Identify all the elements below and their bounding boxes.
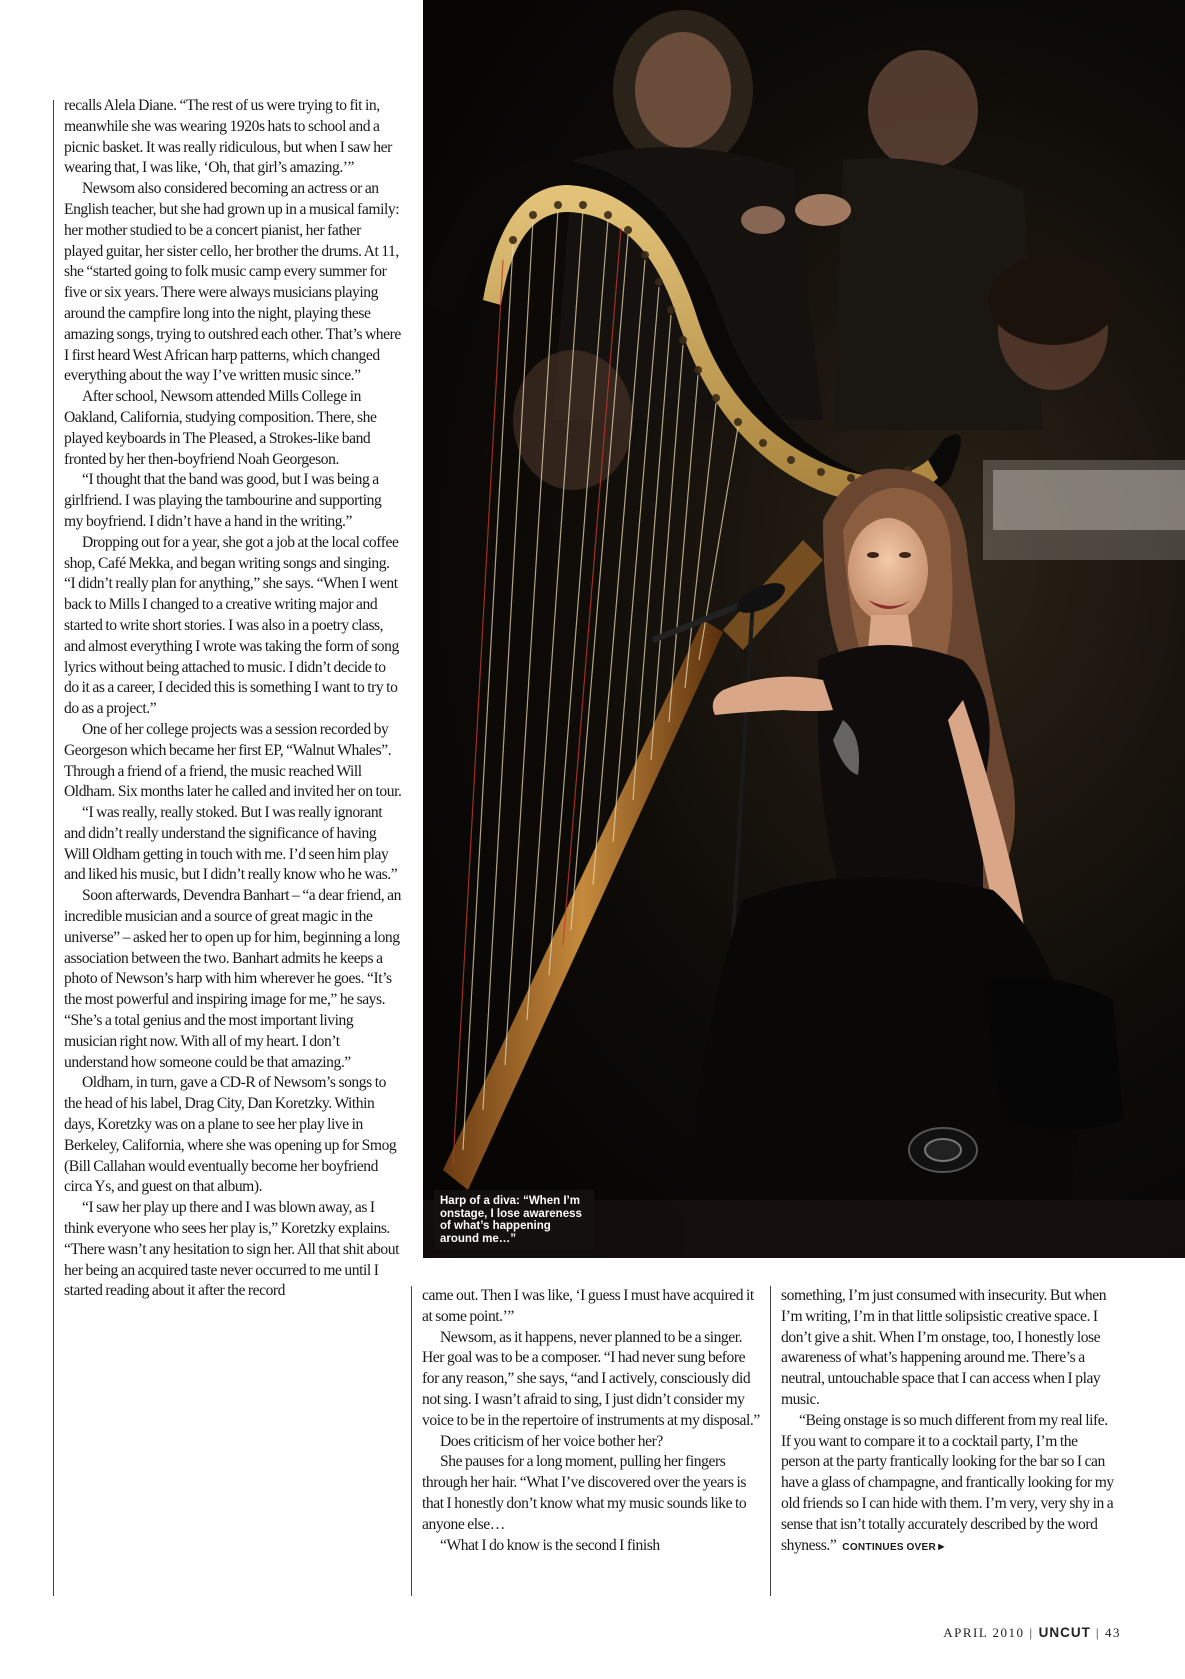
- column-rule-middle: [411, 1286, 412, 1596]
- footer-separator: |: [1029, 1625, 1034, 1640]
- paragraph: Dropping out for a year, she got a job at the local coffee shop, Café Mekka, and began writing songs and singing. “I didn’t really plan for anything,” she says. “When I went back to Mills I changed to a creative writing major and started to write short stories. I was also in a poetry class, and almost everything I wrote was taking the form of song lyrics without being attached to music. I didn’t decide to do it as a career, I decided this is something I want to try to do as a project.”: [64, 533, 399, 718]
- paragraph: “Being onstage is so much different from my real life. If you want to compare it to a cocktail party, I’m the person at the party frantically looking for the bar so I can have a glass of champagne, and frantically looking for my old friends so I can hide with them. I’m very, very shy in a sense that isn’t totally accurately described by the word shyness.” CONTINUES OVER►: [781, 1411, 1114, 1554]
- paragraph: came out. Then I was like, ‘I guess I must have acquired it at some point.’”: [422, 1287, 754, 1325]
- photo-caption: Harp of a diva: “When I’m onstage, I lose awareness of what’s happening around me…”: [434, 1190, 594, 1250]
- column-rule-right: [770, 1286, 771, 1596]
- harp-performance-illustration: [423, 0, 1185, 1258]
- paragraph: recalls Alela Diane. “The rest of us were trying to fit in, meanwhile she was wearing 1920s hats to school and a picnic basket. It was really ridiculous, but when I saw her wearing that, I was like, ‘Oh, that girl’s amazing.’”: [64, 97, 392, 177]
- page-number: 43: [1105, 1625, 1121, 1640]
- footer-separator-2: |: [1095, 1625, 1100, 1640]
- paragraph: Does criticism of her voice bother her?: [440, 1432, 663, 1450]
- paragraph: “What I do know is the second I finish: [440, 1536, 660, 1554]
- article-column-right: [781, 1286, 1119, 1558]
- paragraph: Soon afterwards, Devendra Banhart – “a dear friend, an incredible musician and a source of great magic in the universe” – asked her to open up for him, beginning a long association between the two. Banhart admits he keeps a photo of Newson’s harp with him wherever he goes. “It’s the most powerful and inspiring image for me,” he says. “She’s a total genius and the most important living musician right now. With all of my heart. I don’t understand how someone could be that amazing.”: [64, 887, 401, 1071]
- magazine-brand: UNCUT: [1038, 1625, 1091, 1640]
- issue-date: APRIL 2010: [943, 1625, 1025, 1640]
- article-column-middle: [422, 1286, 760, 1556]
- article-column-left: [64, 96, 402, 1302]
- paragraph: “I thought that the band was good, but I was being a girlfriend. I was playing the tambourine and supporting my boyfriend. I didn’t have a hand in the writing.”: [64, 471, 382, 530]
- continues-over-label: CONTINUES OVER►: [842, 1540, 948, 1553]
- performance-photo: [423, 0, 1185, 1258]
- page-footer: [943, 1625, 1121, 1641]
- paragraph: Oldham, in turn, gave a CD-R of Newsom’s songs to the head of his label, Drag City, Dan Koretzky. Within days, Koretzky was on a plane to see her play live in Berkeley, California, where she was opening up for Smog (Bill Callahan would eventually become her boyfriend circa Ys, and guest on that album).: [64, 1074, 397, 1196]
- paragraph: something, I’m just consumed with insecurity. But when I’m writing, I’m in that little solipsistic creative space. I don’t give a shit. When I’m onstage, too, I honestly lose awareness of what’s happening around me. There’s a neutral, untouchable space that I can access when I play music.: [781, 1287, 1107, 1408]
- paragraph: One of her college projects was a session recorded by Georgeson which became her first EP, “Walnut Whales”. Through a friend of a friend, the music reached Will Oldham. Six months later he called and invited her on tour.: [64, 720, 402, 801]
- paragraph: After school, Newsom attended Mills College in Oakland, California, studying composition. There, she played keyboards in The Pleased, a Strokes-like band fronted by her then-boyfriend Noah Georgeson.: [64, 388, 377, 468]
- column-rule-left: [53, 100, 54, 1596]
- paragraph: “I was really, really stoked. But I was really ignorant and didn’t really understand the significance of having Will Oldham getting in touch with me. I’d seen him play and liked his music, but I didn’t really know who he was.”: [64, 804, 398, 884]
- paragraph: “I saw her play up there and I was blown away, as I think everyone who sees her play is,” Koretzky explains. “There wasn’t any hesitation to sign her. All that shit about her being an acquired taste never occurred to me until I started reading about it after the record: [64, 1199, 399, 1300]
- paragraph: She pauses for a long moment, pulling her fingers through her hair. “What I’ve discovered over the years is that I honestly don’t know what my music sounds like to anyone else…: [422, 1453, 747, 1533]
- paragraph: Newsom, as it happens, never planned to be a singer. Her goal was to be a composer. “I had never sung before for any reason,” she says, “and I actively, consciously did not sing. I wasn’t afraid to sing, I just didn’t consider my voice to be in the repertoire of instruments at my disposal.”: [422, 1328, 760, 1429]
- continues-arrow-icon: ►: [936, 1540, 948, 1553]
- paragraph: Newsom also considered becoming an actress or an English teacher, but she had grown up in a musical family: her mother studied to be a concert pianist, her father played guitar, her sister cello, her brother the drums. At 11, she “started going to folk music camp every summer for five or six years. There were always musicians playing around the campfire long into the night, playing these amazing songs, trying to outshred each other. That’s where I first heard West African harp patterns, which changed everything about the way I’ve written music since.”: [64, 180, 401, 385]
